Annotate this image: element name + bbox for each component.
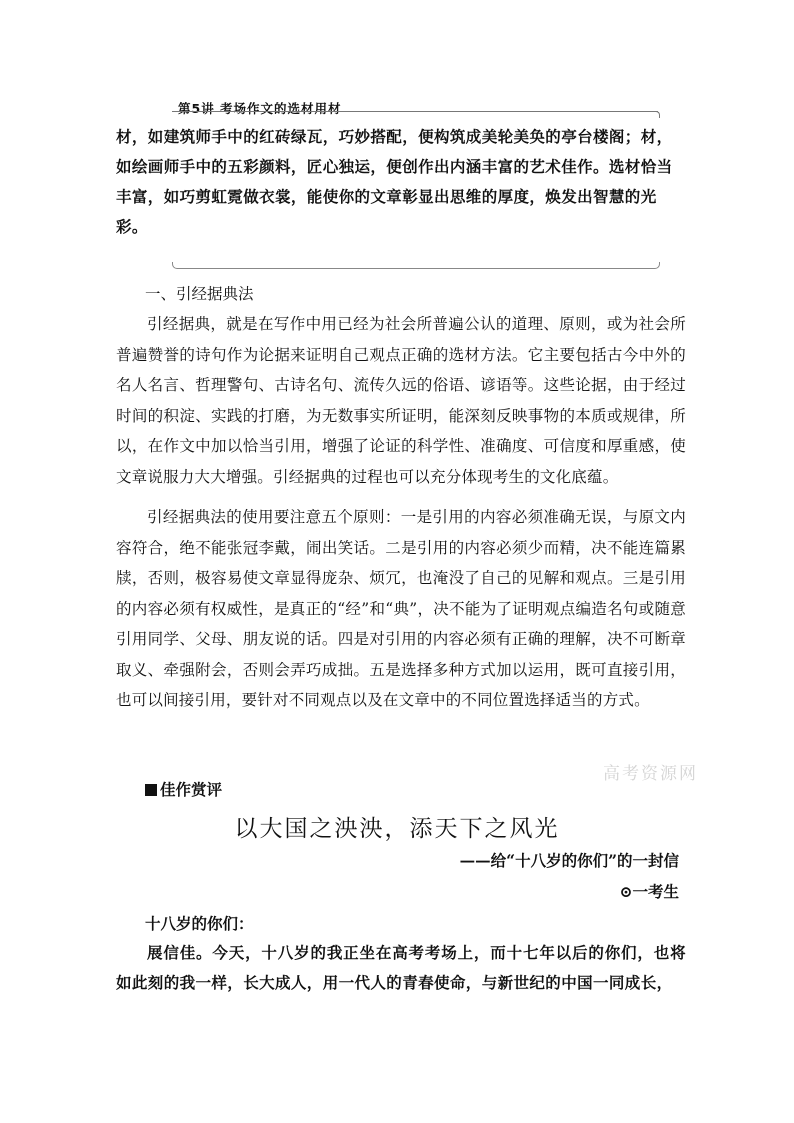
body-paragraph: 引经据典，就是在写作中用已经为社会所普遍公认的道理、原则，或为社会所普遍赞誉的诗句作为论据来证明自己观点正确的选材方法。它主要包括古今中外的名人名言、哲理警句、古诗名句、流传久远的俗语、谚语等。这些论据，由于经过时间的积淀、实践的打磨，为无数事实所证明，能深刻反映事物的本质或规律，所以，在作文中加以恰当引用，增强了论证的科学性、准确度、可信度和厚重感，使文章说服力大大增强。引经据典的过程也可以充分体现考生的文化底蕴。: [116, 315, 686, 486]
body-paragraph: 引经据典法的使用要注意五个原则：一是引用的内容必须准确无误，与原文内容符合，绝不能张冠李戴，闹出笑话。二是引用的内容必须少而精，决不能连篇累牍，否则，极容易使文章显得庞杂、烦冗，也淹没了自己的见解和观点。三是引用的内容必须有权威性，是真正的“经”和“典”，决不能为了证明观点编造名句或随意引用同学、父母、朋友说的话。四是对引用的内容必须有正确的理解，决不可断章取义、牵强附会，否则会弄巧成拙。五是选择多种方式加以运用，既可直接引用，也可以间接引用，要针对不同观点以及在文章中的不同位置选择适当的方式。: [116, 508, 686, 709]
section-heading: 一、引经据典法: [145, 285, 254, 303]
letter-body: [116, 938, 686, 998]
review-label: [145, 778, 222, 802]
essay-title: 以大国之泱泱，添天下之风光: [234, 816, 560, 842]
intro-box-border: [172, 262, 660, 269]
page-header-title: 第5讲 考场作文的选材用材: [178, 101, 342, 116]
square-bullet-icon: [145, 784, 157, 796]
review-label-text: 佳作赏评: [160, 780, 223, 799]
essay-subtitle: ——给“十八岁的你们”的一封信: [459, 851, 679, 870]
letter-salutation: 十八岁的你们：: [145, 914, 254, 933]
letter-paragraph: 展信佳。今天，十八岁的我正坐在高考考场上，而十七年以后的你们，也将如此刻的我一样，长大成人，用一代人的青春使命，与新世纪的中国一同成长，: [116, 943, 686, 992]
intro-paragraph: 材，如建筑师手中的红砖绿瓦，巧妙搭配，便构筑成美轮美奂的亭台楼阁；材，如绘画师手中的五彩颜料，匠心独运，便创作出内涵丰富的艺术佳作。选材恰当丰富，如巧剪虹霓做衣裳，能使你的文章彰显出思维的厚度，焕发出智慧的光彩。: [116, 127, 673, 236]
essay-author: ⊙一考生: [619, 882, 679, 901]
section-body: [116, 309, 686, 716]
intro-box: [116, 122, 686, 242]
watermark: 高考资源网: [603, 764, 698, 784]
header-rule: [172, 111, 658, 112]
